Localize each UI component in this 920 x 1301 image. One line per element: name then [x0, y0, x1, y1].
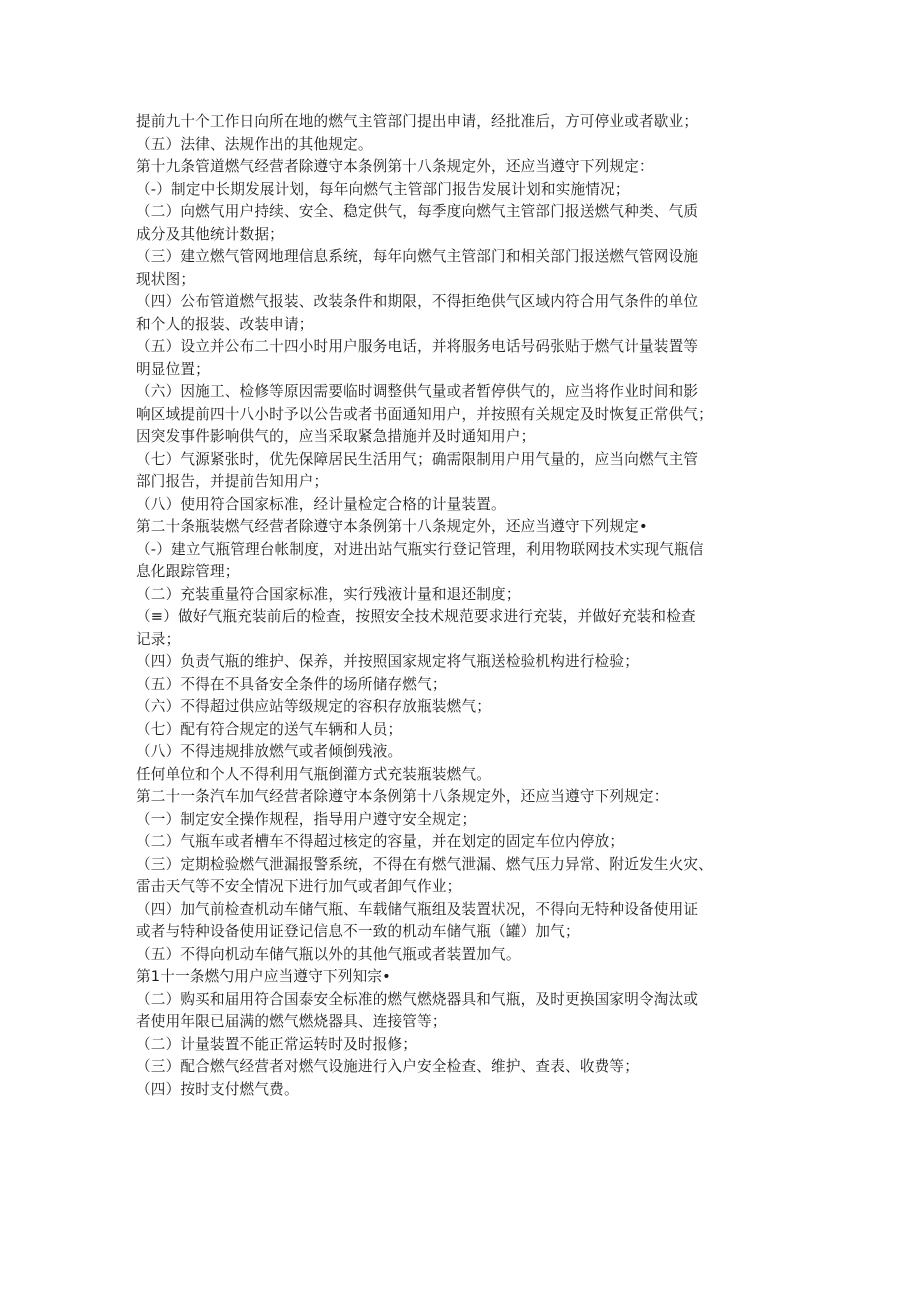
text-line: （二）向燃气用户持续、安全、稳定供气，每季度向燃气主管部门报送燃气种类、气质	[136, 203, 699, 220]
text-line: （四）公布管道燃气报装、改装条件和期限，不得拒绝供气区域内符合用气条件的单位	[136, 293, 699, 310]
text-line: 息化跟踪管理；	[136, 563, 240, 580]
text-line: 第十九条管道燃气经营者除遵守本条例第十八条规定外，还应当遵守下列规定：	[136, 158, 654, 175]
text-line: 者使用年限已届满的燃气燃烧器具、连接管等；	[136, 1013, 447, 1030]
text-line: （≡）做好气瓶充装前后的检查，按照安全技术规范要求进行充装，并做好充装和检查	[136, 608, 696, 625]
text-line: （五）设立并公布二十四小时用户服务电话，并将服务电话号码张贴于燃气计量装置等	[136, 338, 699, 355]
text-line: 任何单位和个人不得利用气瓶倒灌方式充装瓶装燃气。	[136, 765, 492, 783]
text-line: （-）制定中长期发展计划，每年向燃气主管部门报告发展计划和实施情况；	[136, 180, 630, 198]
text-line: （四）负责气瓶的维护、保养，并按照国家规定将气瓶送检验机构进行检验；	[136, 653, 639, 670]
text-line: （八）使用符合国家标准，经计量检定合格的计量装置。	[136, 495, 506, 513]
text-line: （二）购买和届用符合国泰安全标准的燃气燃烧器具和气瓶，及时更换国家明令淘汰或	[136, 990, 699, 1008]
text-line: （五）法律、法规作出的其他规定。	[136, 135, 373, 153]
text-line: 成分及其他统计数据；	[136, 225, 284, 243]
text-line: 记录；	[136, 630, 181, 648]
text-line: （七）气源紧张时，优先保障居民生活用气；确需限制用户用气量的，应当向燃气主管	[136, 450, 699, 468]
text-line: （六）不得超过供应站等级规定的容积存放瓶装燃气；	[136, 698, 492, 715]
text-line: （七）配有符合规定的送气车辆和人员；	[136, 720, 403, 738]
text-line: 现状图；	[136, 270, 196, 288]
text-line: （三）配合燃气经营者对燃气设施进行入户安全检查、维护、查表、收费等；	[136, 1058, 639, 1075]
text-line: （二）计量装置不能正常运转时及时报修；	[136, 1035, 418, 1053]
text-line: （二）充装重量符合国家标准，实行残液计量和退还制度；	[136, 585, 521, 603]
text-line: 雷击天气等不安全情况下进行加气或者卸气作业；	[136, 878, 462, 895]
text-line: （二）气瓶车或者槽车不得超过核定的容量，并在划定的固定车位内停放；	[136, 833, 625, 850]
text-line: （四）加气前检查机动车储气瓶、车载储气瓶组及装置状况，不得向无特种设备使用证	[136, 900, 699, 918]
text-line: 因突发事件影响供气的，应当采取紧急措施并及时通知用户；	[136, 428, 536, 445]
text-line: （五）不得向机动车储气瓶以外的其他气瓶或者装置加气。	[136, 945, 521, 963]
text-line: （-）建立气瓶管理台帐制度，对进出站气瓶实行登记管理，利用物联网技术实现气瓶信	[136, 540, 704, 558]
text-line: 提前九十个工作日向所在地的燃气主管部门提出申请，经批准后，方可停业或者歇业；	[136, 113, 699, 130]
text-line: （三）建立燃气管网地理信息系统，每年向燃气主管部门和相关部门报送燃气管网设施	[136, 248, 699, 265]
text-line: （六）因施工、检修等原因需要临时调整供气量或者暂停供气的，应当将作业时间和影	[136, 383, 699, 400]
text-line: （四）按时支付燃气费。	[136, 1080, 299, 1098]
text-line: （一）制定安全操作规程，指导用户遵守安全规定；	[136, 810, 477, 828]
text-line: 响区域提前四十八小时予以公告或者书面通知用户，并按照有关规定及时恢复正常供气；	[136, 405, 713, 423]
text-line: 第1十一条燃勺用户应当遵守下列知宗•	[136, 968, 391, 985]
text-line: 部门报告，并提前告知用户；	[136, 473, 329, 490]
text-line: （八）不得违规排放燃气或者倾倒残液。	[136, 743, 403, 760]
text-line: 或者与特种设备使用证登记信息不一致的机动车储气瓶（罐）加气；	[136, 923, 580, 940]
text-line: （五）不得在不具备安全条件的场所储存燃气；	[136, 675, 447, 693]
text-line: （三）定期检验燃气泄漏报警系统，不得在有燃气泄漏、燃气压力异常、附近发生火灾、	[136, 855, 713, 873]
document-body	[136, 111, 800, 1101]
text-line: 第二十一条汽车加气经营者除遵守本条例第十八条规定外，还应当遵守下列规定：	[136, 788, 669, 805]
text-line: 明显位置；	[136, 360, 210, 378]
text-line: 和个人的报装、改装申请；	[136, 315, 314, 333]
text-line: 第二十条瓶装燃气经营者除遵守本条例第十八条规定外，还应当遵守下列规定•	[136, 518, 648, 535]
